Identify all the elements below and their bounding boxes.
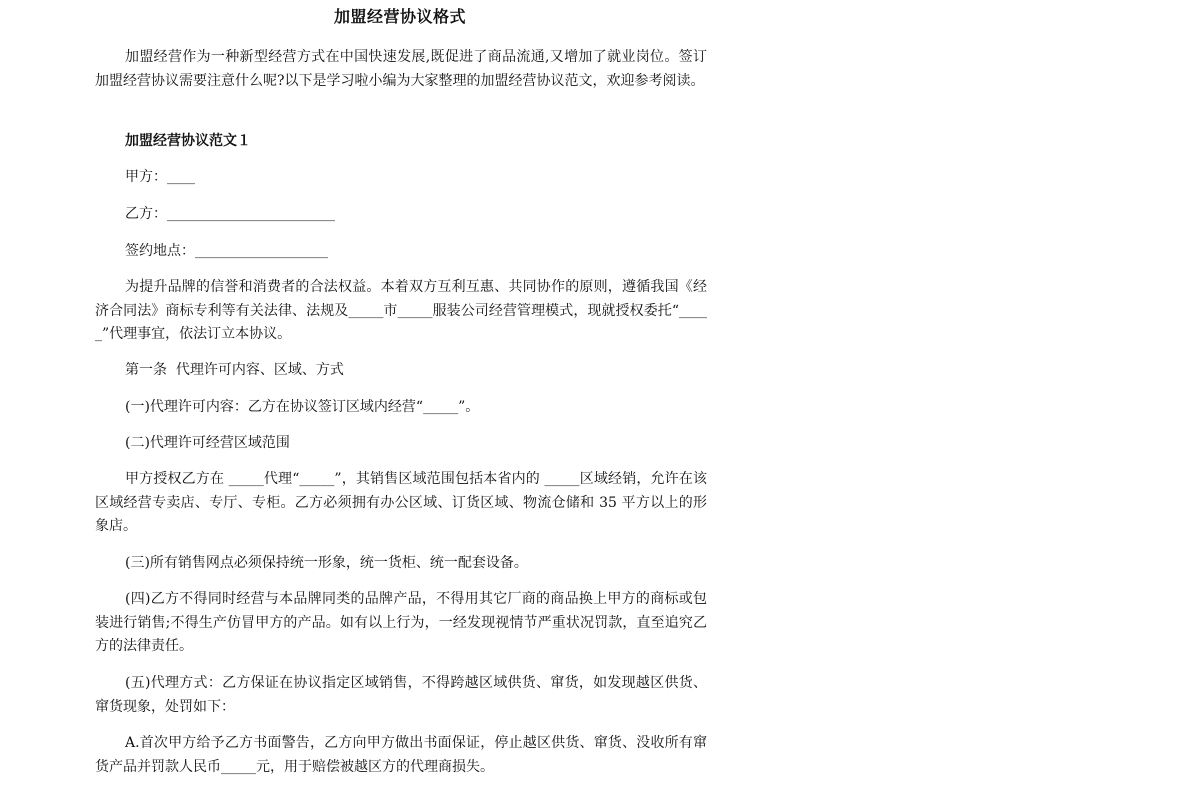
- intro-paragraph: 加盟经营作为一种新型经营方式在中国快速发展,既促进了商品流通,又增加了就业岗位。签订加盟经营协议需要注意什么呢?以下是学习啦小编为大家整理的加盟经营协议范文，欢迎参考阅读。: [95, 49, 707, 89]
- item-3-paragraph: (三)所有销售网点必须保持统一形象，统一货柜、统一配套设备。: [125, 555, 528, 571]
- item-4-paragraph: (四)乙方不得同时经营与本品牌同类的品牌产品，不得用其它厂商的商品换上甲方的商标或包装进行销售;不得生产仿冒甲方的产品。如有以上行为，一经发现视情节严重状况罚款，直至追究乙方的法律责任。: [95, 591, 707, 654]
- item-5-a-paragraph: A.首次甲方给予乙方书面警告，乙方向甲方做出书面保证，停止越区供货、窜货、没收所有窜货产品并罚款人民币_____元，用于赔偿被越区方的代理商损失。: [95, 735, 707, 775]
- item-2-heading: (二)代理许可经营区域范围: [125, 435, 290, 451]
- party-a-line: 甲方：____: [125, 169, 195, 185]
- document-title: 加盟经营协议格式: [333, 7, 466, 26]
- party-b-line: 乙方：________________________: [125, 206, 335, 222]
- item-2-body-paragraph: 甲方授权乙方在 _____代理“_____”，其销售区域范围包括本省内的 _____区域经销，允许在该区域经营专卖店、专厅、专柜。乙方必须拥有办公区域、订货区域、物流仓储和 35 平方以上的形象店。: [95, 471, 707, 534]
- preamble-paragraph: 为提升品牌的信誉和消费者的合法权益。本着双方互利互惠、共同协作的原则，遵循我国《经济合同法》商标专利等有关法律、法规及_____市_____服装公司经营管理模式，现就授权委托“_____”代理事宜，依法订立本协议。: [95, 279, 707, 342]
- article-1-heading: 第一条 代理许可内容、区域、方式: [125, 362, 344, 378]
- item-5-paragraph: (五)代理方式：乙方保证在协议指定区域销售，不得跨越区域供货、窜货，如发现越区供货、窜货现象，处罚如下：: [95, 675, 707, 715]
- item-1-paragraph: (一)代理许可内容：乙方在协议签订区域内经营“_____”。: [125, 399, 480, 415]
- section-heading: 加盟经营协议范文１: [125, 133, 251, 149]
- signing-place-line: 签约地点：___________________: [125, 243, 328, 259]
